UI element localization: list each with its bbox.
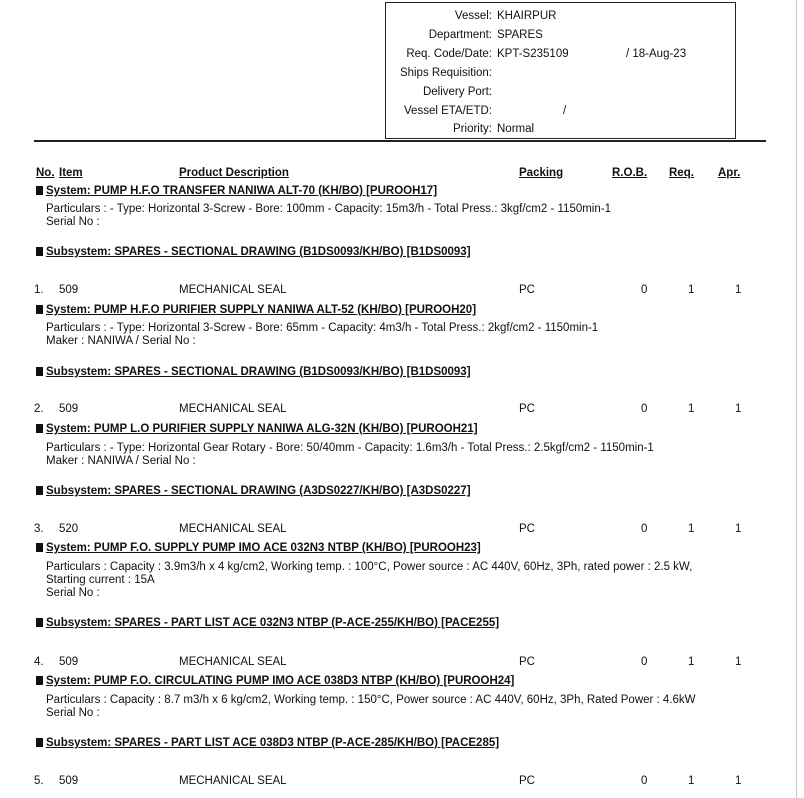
product-description: MECHANICAL SEAL — [179, 775, 287, 787]
page-edge — [796, 0, 797, 798]
apr-qty: 1 — [735, 523, 742, 535]
apr-qty: 1 — [735, 403, 742, 415]
particulars-line: Maker : NANIWA / Serial No : — [46, 455, 196, 467]
product-description: MECHANICAL SEAL — [179, 656, 287, 668]
col-header-apr: Apr. — [718, 167, 741, 179]
info-value: KHAIRPUR — [497, 10, 557, 22]
system-heading: System: PUMP H.F.O TRANSFER NANIWA ALT-70 (KH/BO) [PUROOH17] — [36, 185, 437, 197]
apr-qty: 1 — [735, 775, 742, 787]
packing: PC — [519, 523, 535, 535]
bullet-square — [36, 186, 43, 195]
item-code: 509 — [59, 775, 79, 787]
info-label: Req. Code/Date: — [406, 48, 492, 60]
info-row-ships-requisition — [386, 64, 735, 82]
bullet-square — [36, 738, 43, 747]
bullet-square — [36, 424, 43, 433]
req-qty: 1 — [688, 403, 695, 415]
header-divider — [34, 140, 766, 142]
system-heading: System: PUMP F.O. SUPPLY PUMP IMO ACE 032N3 NTBP (KH/BO) [PUROOH23] — [36, 542, 481, 554]
particulars-line: Serial No : — [46, 707, 100, 719]
col-header-rob: R.O.B. — [612, 167, 648, 179]
info-value: Normal — [497, 123, 535, 135]
product-description: MECHANICAL SEAL — [179, 523, 287, 535]
row-number: 3. — [34, 523, 44, 535]
info-value: KPT-S235109 — [497, 48, 569, 60]
info-label: Ships Requisition: — [399, 67, 492, 79]
col-header-no: No. — [36, 167, 55, 179]
info-row-priority — [386, 120, 735, 138]
info-row-vessel — [386, 7, 735, 25]
eta-etd-separator: / — [563, 105, 567, 117]
rob-qty: 0 — [641, 656, 648, 668]
info-label: Vessel ETA/ETD: — [404, 105, 492, 117]
bullet-square — [36, 618, 43, 627]
item-code: 520 — [59, 523, 79, 535]
particulars-line: Particulars : - Type: Horizontal 3-Screw - Bore: 65mm - Capacity: 4m3/h - Total Press.: 2kgf/cm2 - 1150min-1 — [46, 322, 599, 334]
subsystem-heading: Subsystem: SPARES - PART LIST ACE 038D3 NTBP (P-ACE-285/KH/BO) [PACE285] — [36, 737, 499, 749]
bullet-square — [36, 247, 43, 256]
subsystem-heading: Subsystem: SPARES - PART LIST ACE 032N3 NTBP (P-ACE-255/KH/BO) [PACE255] — [36, 617, 499, 629]
row-number: 5. — [34, 775, 44, 787]
packing: PC — [519, 656, 535, 668]
particulars-line: Particulars : - Type: Horizontal Gear Rotary - Bore: 50/40mm - Capacity: 1.6m3/h - Total Press.: 2.5kgf/cm2 - 1150min-1 — [46, 442, 654, 454]
info-value: SPARES — [497, 29, 543, 41]
row-number: 4. — [34, 656, 44, 668]
table-row — [0, 656, 804, 670]
rob-qty: 0 — [641, 523, 648, 535]
table-row — [0, 775, 804, 789]
system-heading: System: PUMP F.O. CIRCULATING PUMP IMO ACE 038D3 NTBP (KH/BO) [PUROOH24] — [36, 675, 514, 687]
particulars-line: Particulars : Capacity : 8.7 m3/h x 6 kg/cm2, Working temp. : 150°C, Power source : AC 440V, 60Hz, 3Ph, Rated Power : 4.6kW — [46, 694, 696, 706]
rob-qty: 0 — [641, 775, 648, 787]
item-code: 509 — [59, 656, 79, 668]
info-label: Vessel: — [454, 10, 492, 22]
info-label: Delivery Port: — [422, 86, 492, 98]
rob-qty: 0 — [641, 284, 648, 296]
req-qty: 1 — [688, 775, 695, 787]
item-code: 509 — [59, 284, 79, 296]
col-header-description: Product Description — [179, 167, 289, 179]
apr-qty: 1 — [735, 656, 742, 668]
row-number: 2. — [34, 403, 44, 415]
info-label: Priority: — [453, 123, 492, 135]
particulars-line: Particulars : - Type: Horizontal 3-Screw - Bore: 100mm - Capacity: 15m3/h - Total Press.: 3kgf/cm2 - 1150min-1 — [46, 203, 611, 215]
bullet-square — [36, 367, 43, 376]
system-heading: System: PUMP L.O PURIFIER SUPPLY NANIWA ALG-32N (KH/BO) [PUROOH21] — [36, 423, 478, 435]
req-qty: 1 — [688, 284, 695, 296]
col-header-item: Item — [59, 167, 83, 179]
table-row — [0, 284, 804, 298]
particulars-line: Serial No : — [46, 587, 100, 599]
packing: PC — [519, 403, 535, 415]
table-row — [0, 523, 804, 537]
req-qty: 1 — [688, 656, 695, 668]
subsystem-heading: Subsystem: SPARES - SECTIONAL DRAWING (A3DS0227/KH/BO) [A3DS0227] — [36, 485, 471, 497]
row-number: 1. — [34, 284, 44, 296]
info-label: Department: — [428, 29, 492, 41]
product-description: MECHANICAL SEAL — [179, 403, 287, 415]
subsystem-heading: Subsystem: SPARES - SECTIONAL DRAWING (B1DS0093/KH/BO) [B1DS0093] — [36, 246, 471, 258]
req-date: / 18-Aug-23 — [626, 48, 687, 60]
bullet-square — [36, 486, 43, 495]
col-header-req: Req. — [669, 167, 694, 179]
req-qty: 1 — [688, 523, 695, 535]
particulars-line: Serial No : — [46, 216, 100, 228]
packing: PC — [519, 775, 535, 787]
subsystem-heading: Subsystem: SPARES - SECTIONAL DRAWING (B1DS0093/KH/BO) [B1DS0093] — [36, 366, 471, 378]
apr-qty: 1 — [735, 284, 742, 296]
particulars-line: Particulars : Capacity : 3.9m3/h x 4 kg/cm2, Working temp. : 100°C, Power source : AC 440V, 60Hz, 3Ph, rated power : 2.5 kW, — [46, 561, 693, 573]
system-heading: System: PUMP H.F.O PURIFIER SUPPLY NANIWA ALT-52 (KH/BO) [PUROOH20] — [36, 304, 476, 316]
requisition-info-box — [385, 2, 736, 139]
info-row-delivery-port — [386, 83, 735, 101]
bullet-square — [36, 676, 43, 685]
bullet-square — [36, 305, 43, 314]
rob-qty: 0 — [641, 403, 648, 415]
particulars-line: Starting current : 15A — [46, 574, 155, 586]
product-description: MECHANICAL SEAL — [179, 284, 287, 296]
packing: PC — [519, 284, 535, 296]
info-row-department — [386, 26, 735, 44]
item-code: 509 — [59, 403, 79, 415]
info-row-eta-etd — [386, 102, 735, 120]
bullet-square — [36, 543, 43, 552]
info-row-req-code — [386, 45, 735, 63]
table-row — [0, 403, 804, 417]
col-header-packing: Packing — [519, 167, 564, 179]
particulars-line: Maker : NANIWA / Serial No : — [46, 335, 196, 347]
